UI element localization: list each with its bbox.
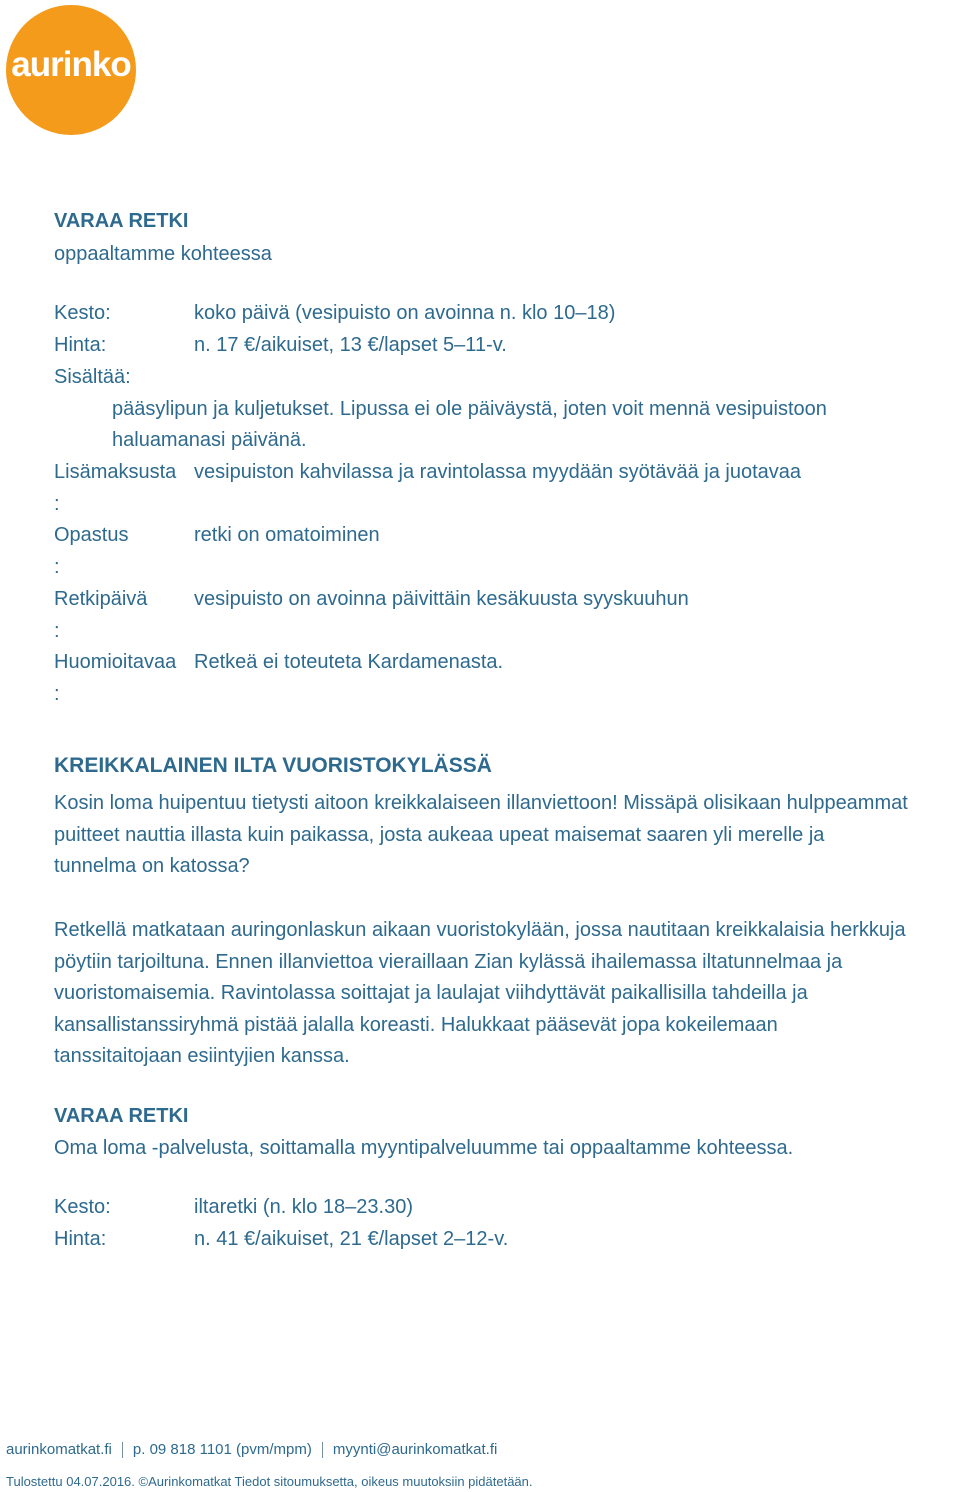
kesto-label: Kesto: [54, 302, 111, 324]
lisamaksu-colon: : [54, 493, 60, 515]
para1-line3: tunnelma on katossa? [54, 855, 250, 878]
kesto-value: koko päivä (vesipuisto on avoinna n. klo 10–18) [194, 302, 616, 324]
para2-line5: tanssitaitojaan esiintyjien kanssa. [54, 1045, 350, 1068]
huomioitavaa-label: Huomioitavaa [54, 651, 177, 673]
hinta-value-2: n. 41 €/aikuiset, 21 €/lapset 2–12-v. [194, 1228, 509, 1250]
footer-website-link[interactable]: aurinkomatkat.fi [6, 1441, 112, 1458]
kesto-value-2: iltaretki (n. klo 18–23.30) [194, 1196, 414, 1218]
footer-printed-note: Tulostettu 04.07.2016. ©Aurinkomatkat Tiedot sitoumuksetta, oikeus muutoksiin pidätetään. [6, 1474, 533, 1489]
paragraph-intro [54, 788, 960, 883]
hinta-label: Hinta: [54, 334, 107, 356]
para1-line2: puitteet nauttia illasta kuin paikassa, josta aukeaa upeat maisemat saaren yli merelle ja [54, 823, 825, 846]
opastus-label: Opastus [54, 524, 129, 546]
para2-line3: vuoristomaisemia. Ravintolassa soittajat ja laulajat viihdyttävät paikallisilla tahdeilla ja [54, 982, 808, 1005]
opastus-colon: : [54, 556, 60, 578]
kesto-label-2: Kesto: [54, 1196, 111, 1218]
footer-divider [322, 1442, 323, 1458]
sisaltaa-line1: pääsylipun ja kuljetukset. Lipussa ei ole päiväystä, joten voit mennä vesipuistoon [112, 398, 827, 420]
footer-phone: p. 09 818 1101 (pvm/mpm) [132, 1441, 312, 1458]
para2-line1: Retkellä matkataan auringonlaskun aikaan vuoristokylään, jossa nautitaan kreikkalaisia herkkuja [54, 919, 906, 941]
retkipaiva-value: vesipuisto on avoinna päivittäin kesäkuusta syyskuuhun [194, 588, 689, 610]
para2-line4: kansallistanssiryhmä pistää jalalla koreasti. Halukkaat pääsevät jopa kokeilemaan [54, 1013, 778, 1036]
para2-line2: pöytiin tarjoiltuna. Ennen illanviettoa vieraillaan Zian kylässä ihailemassa iltatunnelmaa ja [54, 950, 843, 973]
hinta-label-2: Hinta: [54, 1228, 107, 1250]
aurinko-logo[interactable] [6, 5, 136, 135]
sisaltaa-line2: haluamanasi päivänä. [112, 429, 307, 451]
sisaltaa-label: Sisältää: [54, 366, 131, 388]
booking-heading: VARAA RETKI [54, 210, 189, 232]
booking-subheading: oppaaltamme kohteessa [54, 243, 272, 265]
excursion-heading: KREIKKALAINEN ILTA VUORISTOKYLÄSSÄ [54, 754, 492, 777]
footer-email-link[interactable]: myynti@aurinkomatkat.fi [332, 1441, 498, 1458]
footer-contact [6, 1441, 497, 1458]
footer-divider [122, 1442, 123, 1458]
logo-text: aurinko [11, 45, 131, 84]
huomioitavaa-value: Retkeä ei toteuteta Kardamenasta. [194, 651, 504, 673]
para1-line1: Kosin loma huipentuu tietysti aitoon kreikkalaiseen illanviettoon! Missäpä olisikaan hulppeammat [54, 792, 908, 814]
huomioitavaa-colon: : [54, 683, 60, 705]
lisamaksu-label: Lisämaksusta [54, 461, 177, 483]
hinta-value: n. 17 €/aikuiset, 13 €/lapset 5–11-v. [194, 334, 507, 356]
booking-text: Oma loma -palvelusta, soittamalla myyntipalveluumme tai oppaaltamme kohteessa. [54, 1137, 794, 1159]
booking-heading-2: VARAA RETKI [54, 1105, 189, 1127]
opastus-value: retki on omatoiminen [194, 524, 380, 546]
retkipaiva-colon: : [54, 620, 60, 642]
paragraph-details [54, 915, 960, 1073]
lisamaksu-value: vesipuiston kahvilassa ja ravintolassa myydään syötävää ja juotavaa [194, 461, 802, 483]
retkipaiva-label: Retkipäivä [54, 588, 148, 610]
